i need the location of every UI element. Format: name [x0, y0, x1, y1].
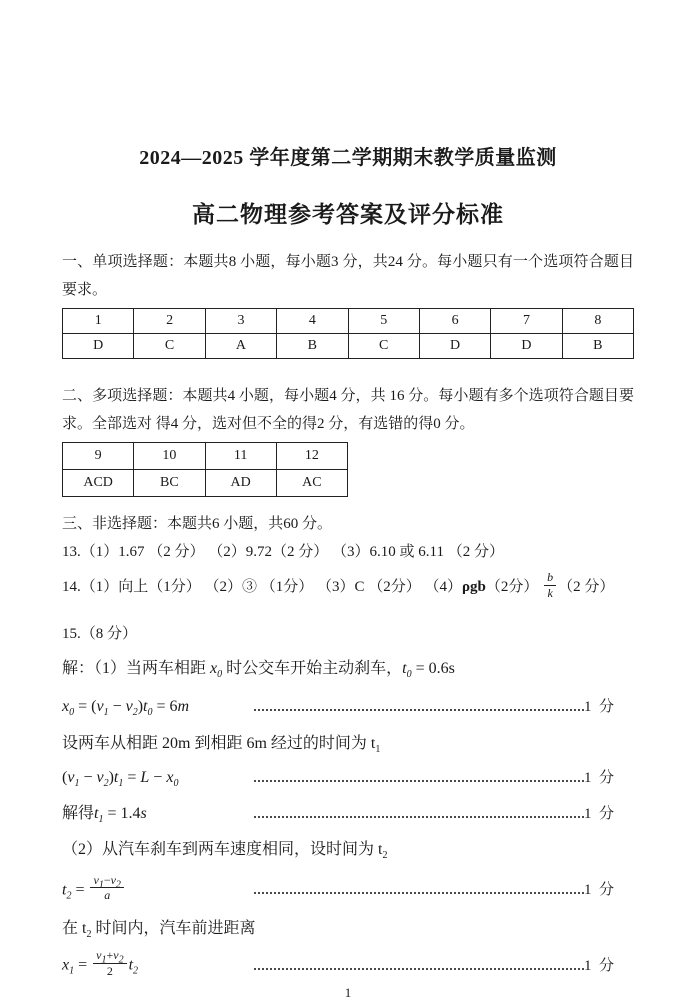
- score-label: 1 分: [583, 957, 614, 974]
- score-label: 1 分: [583, 882, 614, 899]
- table-cell: 2: [134, 309, 205, 334]
- equation: $x_1$ = $\frac{v_1+v_2}{2}$ $t_2$: [62, 948, 139, 978]
- equation: （2）从汽车刹车到两车速度相同，设时间为 $t_2$: [62, 840, 388, 861]
- dot-leader: [254, 891, 584, 894]
- table-cell: 5: [348, 309, 419, 334]
- dot-leader: [254, 967, 584, 970]
- q15-solution-line: [62, 838, 634, 862]
- table-cell: 7: [491, 309, 562, 334]
- page-number: 1: [344, 984, 352, 1000]
- multi-choice-answer-table: [62, 442, 348, 497]
- table-cell: 6: [419, 309, 490, 334]
- dot-leader: [254, 779, 584, 782]
- fraction: $\frac{b}{k}$: [544, 571, 556, 601]
- q15-solution-line: [62, 732, 634, 756]
- table-header-row: [63, 309, 634, 334]
- table-cell: C: [134, 334, 205, 359]
- equation: $(v_1 - v_2)t_1 = L - x_0$: [62, 768, 179, 789]
- q15-solution-line: [62, 948, 634, 981]
- single-choice-intro: 一、单项选择题：本题共8 小题，每小题3 分，共24 分。每小题只有一个选项符合题目要求。: [62, 254, 634, 298]
- dot-leader: [254, 815, 584, 818]
- fraction: $\frac{v_1-v_2}{a}$: [90, 874, 123, 904]
- table-cell: 10: [134, 443, 205, 470]
- equation: $t_2$ = $\frac{v_1-v_2}{a}$: [62, 876, 248, 906]
- table-cell: 11: [205, 443, 276, 470]
- page-title: 2024—2025 学年度第二学期期末教学质量监测: [139, 147, 557, 169]
- table-cell: D: [491, 334, 562, 359]
- q15-heading: 15.（8 分）: [62, 625, 138, 642]
- table-cell: C: [348, 334, 419, 359]
- doc-subtitle: 高二物理参考答案及评分标准: [192, 202, 504, 227]
- table-cell: 12: [276, 443, 347, 470]
- q15-solution-line: [62, 766, 634, 790]
- table-cell: 9: [63, 443, 134, 470]
- table-cell: AC: [276, 470, 347, 497]
- table-cell: AD: [205, 470, 276, 497]
- table-cell: B: [277, 334, 348, 359]
- table-answer-row: [63, 334, 634, 359]
- q13-answer-line: 13.（1）1.67 （2 分） （2）9.72（2 分） （3）6.10 或 6.11 （2 分）: [62, 544, 504, 560]
- equation: 解得$t_1 = 1.4s$: [62, 804, 147, 825]
- q15-solution-line: [62, 917, 634, 941]
- score-label: 1 分: [583, 769, 614, 786]
- fraction: $\frac{v_1+v_2}{2}$: [93, 949, 126, 979]
- q15-solution-line: [62, 802, 634, 826]
- multi-choice-intro: 二、多项选择题：本题共4 小题，每小题4 分，共 16 分。每小题有多个选项符合题目要求。全部选对 得4 分，选对但不全的得2 分，有选错的得0 分。: [62, 388, 634, 432]
- q15-solution-line: [62, 872, 634, 906]
- dot-leader: [254, 708, 584, 711]
- single-choice-answer-table: [62, 308, 634, 359]
- score-label: 1 分: [583, 698, 614, 715]
- table-cell: BC: [134, 470, 205, 497]
- table-cell: ACD: [63, 470, 134, 497]
- table-cell: B: [562, 334, 633, 359]
- table-answer-row: [63, 470, 348, 497]
- q15-solution-line: [62, 657, 634, 681]
- table-cell: 1: [63, 309, 134, 334]
- q15-solution-line: [62, 695, 634, 719]
- table-cell: A: [205, 334, 276, 359]
- equation: 设两车从相距 20m 到相距 6m 经过的时间为 $t_1$: [62, 734, 381, 755]
- score-label: 1 分: [583, 805, 614, 822]
- equation: $x_0 = (v_1 - v_2)t_0 = 6m$: [62, 697, 190, 718]
- table-cell: 4: [277, 309, 348, 334]
- table-cell: 3: [205, 309, 276, 334]
- free-response-intro: 三、非选择题：本题共6 小题，共60 分。: [62, 516, 333, 532]
- table-cell: D: [419, 334, 490, 359]
- equation: 解：（1）当两车相距 $x_0$ 时公交车开始主动刹车，$t_0 = 0.6s$: [62, 659, 455, 680]
- table-cell: 8: [562, 309, 633, 334]
- equation: 在 $t_2$ 时间内，汽车前进距离: [62, 920, 256, 941]
- q14-answer-line: 14.（1）向上（1分） （2）③ （1分） （3）C （2分） （4）ρgb（2分） $\frac{b}{k}$ （2 分）: [62, 570, 615, 600]
- table-cell: D: [63, 334, 134, 359]
- table-header-row: [63, 443, 348, 470]
